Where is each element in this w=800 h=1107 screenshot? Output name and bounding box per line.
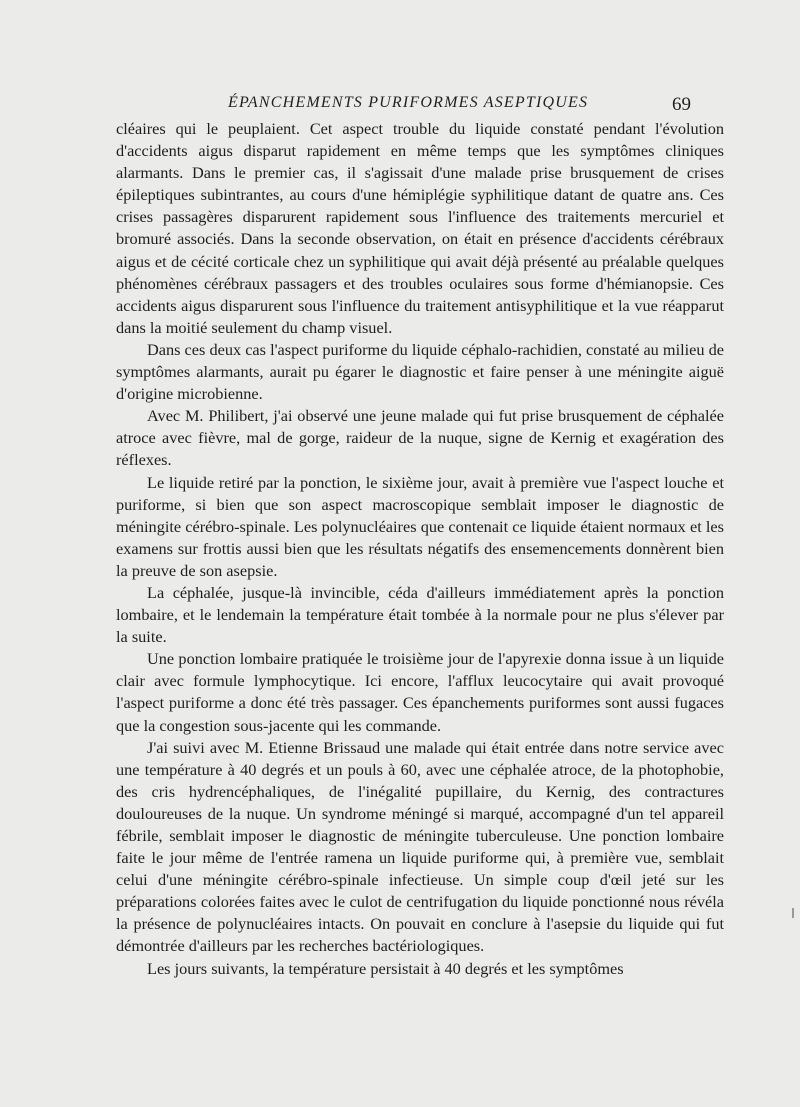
page-header — [0, 88, 800, 118]
paragraph: La céphalée, jusque-là invincible, céda d'ailleurs immédiatement après la ponction lombaire, et le lendemain la température était tombée à la normale pour ne plus s'élever par la suite. — [116, 582, 724, 647]
paragraph: cléaires qui le peuplaient. Cet aspect trouble du liquide constaté pendant l'évolution d'accidents aigus disparut rapidement en même temps que les symptômes cliniques alarmants. Dans le premier cas, il s'agissait d'une malade prise brusquement de crises épileptiques subintrantes, au cours d'une hémiplégie syphilitique datant de quatre ans. Ces crises passagères disparurent rapidement sous l'influence des traitements mercuriel et bromuré associés. Dans la seconde observation, on était en présence d'accidents cérébraux aigus et de cécité corticale chez un syphilitique qui avait déjà présenté au préalable quelques phénomènes cérébraux passagers et des troubles oculaires sous forme d'hémianopsie. Ces accidents aigus disparurent sous l'influence du traitement antisyphilitique et la vue réapparut dans la moitié seulement du champ visuel. — [116, 119, 724, 337]
margin-mark — [792, 908, 794, 918]
running-title: ÉPANCHEMENTS PURIFORMES ASEPTIQUES — [228, 94, 589, 111]
paragraph: Une ponction lombaire pratiquée le troisième jour de l'apyrexie donna issue à un liquide clair avec formule lymphocytique. Ici encore, l'afflux leucocytaire qui avait provoqué l'aspect puriforme a donc été très passager. Ces épanchements puriformes sont aussi fugaces que la congestion sous-jacente qui les commande. — [116, 649, 724, 735]
paragraph: Les jours suivants, la température persistait à 40 degrés et les symptômes — [147, 958, 624, 978]
paragraph: Avec M. Philibert, j'ai observé une jeune malade qui fut prise brusquement de céphalée atroce avec fièvre, mal de gorge, raideur de la nuque, signe de Kernig et exagération des réflexes. — [116, 406, 724, 470]
paragraph: Dans ces deux cas l'aspect puriforme du liquide céphalo-rachidien, constaté au milieu de symptômes alarmants, aurait pu égarer le diagnostic et faire penser à une méningite aiguë d'origine microbienne. — [116, 339, 724, 404]
paragraph: Le liquide retiré par la ponction, le sixième jour, avait à première vue l'aspect louche et puriforme, si bien que son aspect macroscopique semblait imposer le diagnostic de méningite cérébro-spinale. Les polynucléaires que contenait ce liquide étaient normaux et les examens sur frottis aussi bien que les résultats négatifs des ensemencements donnèrent bien la preuve de son asepsie. — [116, 472, 724, 580]
page-number: 69 — [672, 94, 691, 115]
body-text — [116, 118, 724, 980]
paragraph: J'ai suivi avec M. Etienne Brissaud une malade qui était entrée dans notre service avec une température à 40 degrés et un pouls à 60, avec une céphalée atroce, de la photophobie, des cris hydrencéphaliques, de l'inégalité pupillaire, du Kernig, des contractures douloureuses de la nuque. Un syndrome méningé si marqué, accompagné d'un tel appareil fébrile, semblait imposer le diagnostic de méningite tuberculeuse. Une ponction lombaire faite le jour même de l'entrée ramena un liquide puriforme qui, à première vue, semblait celui d'une méningite cérébro-spinale infectieuse. Un simple coup d'œil jeté sur les préparations colorées faites avec le culot de centrifugation du liquide ponctionné nous révéla la présence de polynucléaires intacts. On pouvait en conclure à l'asepsie du liquide qui fut démontrée d'ailleurs par les recherches bactériologiques. — [116, 737, 724, 956]
